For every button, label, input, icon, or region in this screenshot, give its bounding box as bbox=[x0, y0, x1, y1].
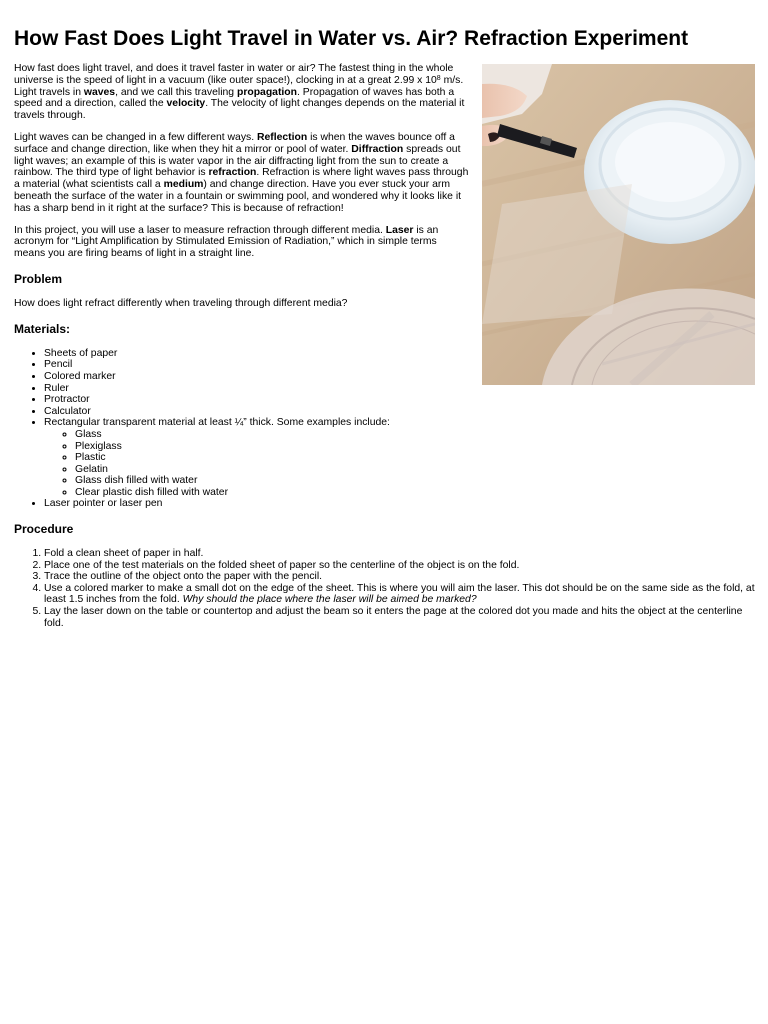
intro-paragraph-3: In this project, you will use a laser to measure refraction through different media. Laser is an acronym for “Light Amplification by Stimulated Emission of Radiation,” which in simple terms means you are firing beams of light in a straight line. bbox=[14, 224, 439, 260]
procedure-step: 2. Place one of the test materials on the folded sheet of paper so the centerline of the object is on the fold. bbox=[44, 560, 756, 572]
materials-sublist bbox=[44, 429, 756, 499]
sub-list-item: ◦ Gelatin bbox=[75, 464, 756, 476]
lists bbox=[14, 348, 756, 629]
sub-list-item: ◦ Plexiglass bbox=[75, 441, 756, 453]
procedure-heading: Procedure bbox=[14, 522, 74, 537]
page-title: How Fast Does Light Travel in Water vs. Air? Refraction Experiment bbox=[14, 27, 689, 50]
problem-text: How does light refract differently when traveling through different media? bbox=[14, 297, 348, 309]
intro-paragraph-1: How fast does light travel, and does it travel faster in water or air? The fastest thing in the whole universe is the speed of light in a vacuum (like outer space!), clocking in at a great 2.99 x $10^8$ m/s. Light travels in waves, and we call this traveling propagation. Propagation of waves has both a speed and a direction, called the velocity. The velocity of light changes depends on the material it travels through. bbox=[14, 63, 465, 122]
sub-list-item: ◦ Glass bbox=[75, 429, 756, 441]
materials-heading: Materials: bbox=[14, 321, 71, 336]
procedure-step: 5. Lay the laser down on the table or countertop and adjust the beam so it enters the page at the colored dot you made and hits the object at the centerline fold. bbox=[44, 606, 756, 629]
procedure-step: 1. Fold a clean sheet of paper in half. bbox=[44, 548, 756, 560]
procedure-step: 3. Trace the outline of the object onto the paper with the pencil. bbox=[44, 571, 756, 583]
intro-text bbox=[14, 63, 470, 336]
list-item: • Laser pointer or laser pen bbox=[44, 498, 756, 510]
page bbox=[14, 26, 756, 629]
list-item: • Calculator bbox=[44, 406, 756, 418]
list-item: • Protractor bbox=[44, 394, 756, 406]
list-item: • Ruler bbox=[44, 383, 756, 395]
sub-list-item: ◦ Clear plastic dish filled with water bbox=[75, 487, 756, 499]
list-item-with-sublist: • Rectangular transparent material at least ¼” thick. Some examples include: ◦ Glass ◦ Plexiglass ◦ Plastic ◦ Gelatin ◦ Glass dish filled with water ◦ Clear plastic dish filled with water bbox=[44, 417, 756, 498]
procedure-step: 4. Use a colored marker to make a small dot on the edge of the sheet. This is where you will aim the laser. This dot should be on the same side as the fold, at least 1.5 inches from the fold. Why should the place where the laser will be aimed be marked? bbox=[44, 583, 756, 606]
sub-list-item: ◦ Glass dish filled with water bbox=[75, 475, 756, 487]
intro-paragraph-2: Light waves can be changed in a few different ways. Reflection is when the waves bounce off a surface and change direction, like when they hit a mirror or pool of water. Diffraction spreads out light waves; an example of this is water vapor in the air diffracting light from the sun to create a rainbow. The third type of light behavior is refraction. Refraction is where light waves pass through a material (what scientists call a medium) and change direction. Have you ever stuck your arm beneath the surface of the water in a fountain or swimming pool, and wondered why it looks like it has a sharp bend in it right at the surface? This is because of refraction! bbox=[14, 131, 469, 214]
problem-heading: Problem bbox=[14, 271, 63, 286]
sub-list-item: ◦ Plastic bbox=[75, 452, 756, 464]
list-item: • Colored marker bbox=[44, 371, 756, 383]
list-item: • Pencil bbox=[44, 359, 756, 371]
experiment-photo bbox=[482, 64, 755, 385]
list-item: • Sheets of paper bbox=[44, 348, 756, 360]
procedure-list bbox=[14, 548, 756, 629]
